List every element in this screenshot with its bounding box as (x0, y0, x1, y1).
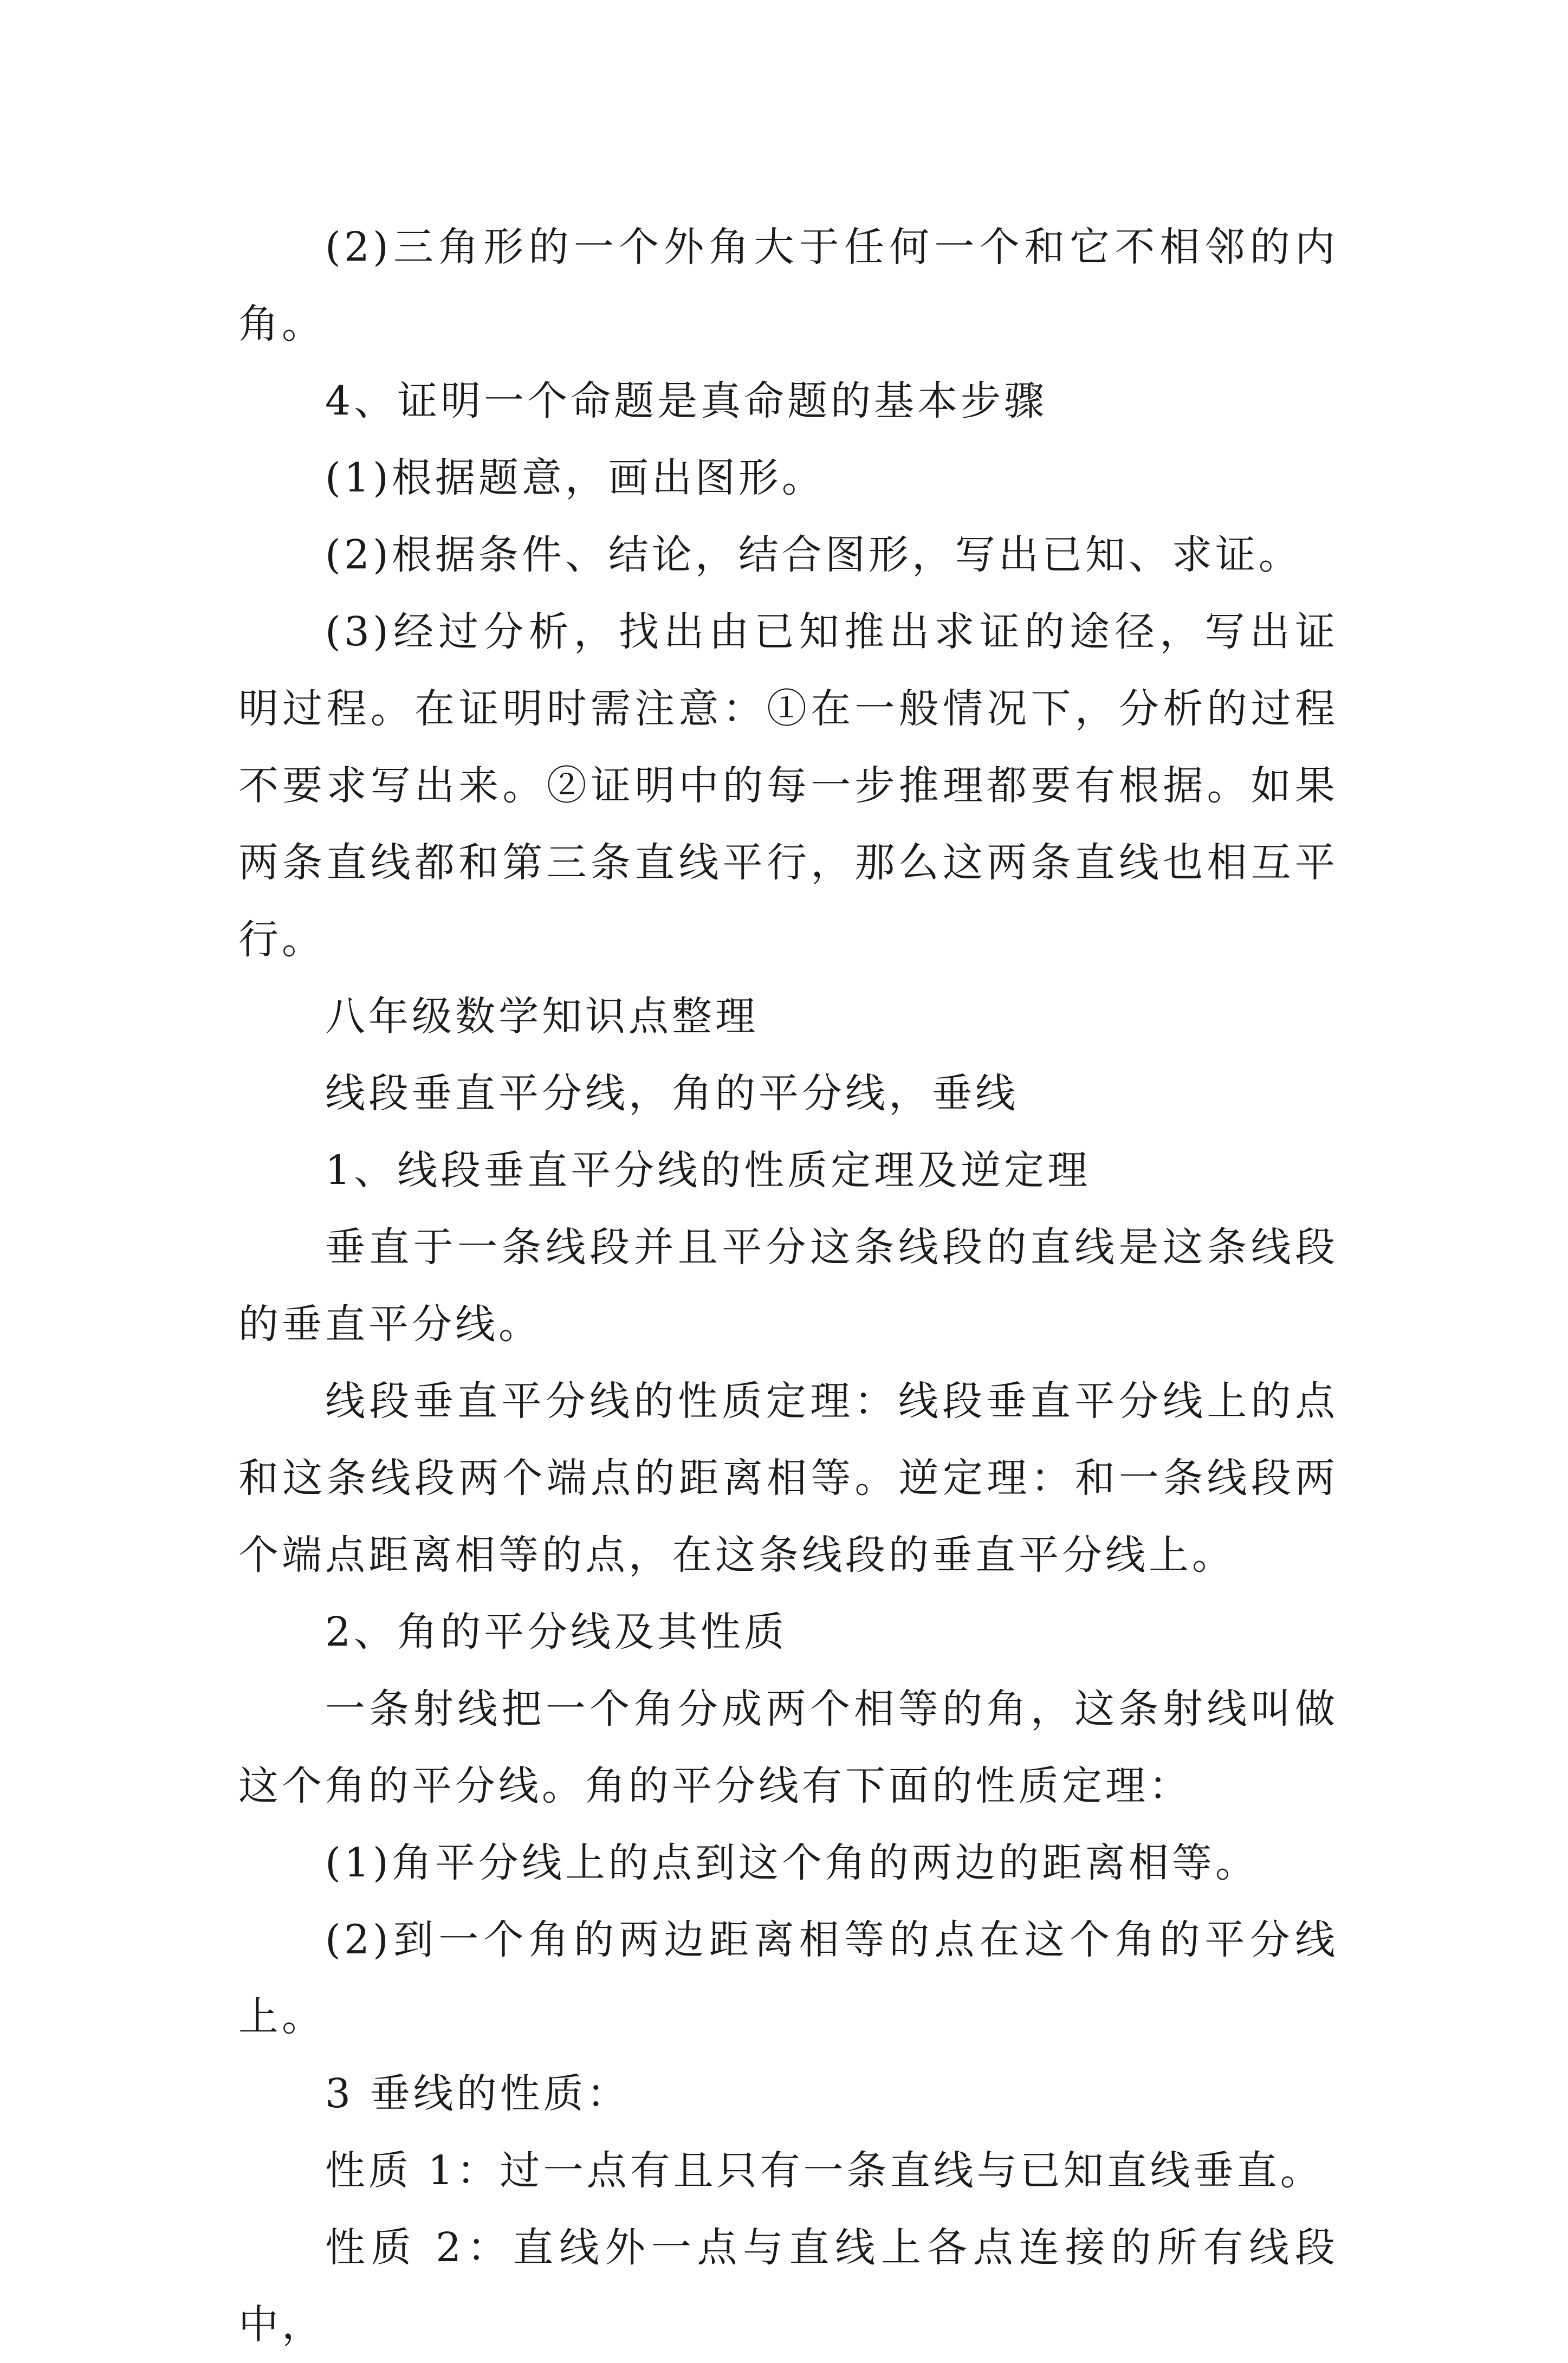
paragraph-14: (2)到一个角的两边距离相等的点在这个角的平分线上。 (238, 1917, 1338, 2040)
paragraph-4: (2)根据条件、结论，结合图形，写出已知、求证。 (325, 532, 1302, 578)
paragraph-1: (2)三角形的一个外角大于任何一个和它不相邻的内角。 (238, 224, 1338, 347)
paragraph-3: (1)根据题意，画出图形。 (325, 455, 825, 501)
paragraph-16: 性质 1：过一点有且只有一条直线与已知直线垂直。 (325, 2147, 1324, 2194)
paragraph-12: 一条射线把一个角分成两个相等的角，这条射线叫做这个角的平分线。角的平分线有下面的性质定理： (238, 1686, 1338, 1809)
paragraph-5: (3)经过分析，找出由已知推出求证的途径，写出证明过程。在证明时需注意：①在一般情况下，分析的过程不要求写出来。②证明中的每一步推理都要有根据。如果两条直线都和第三条直线平行，那么这两条直线也相互平行。 (238, 608, 1338, 963)
paragraph-2: 4、证明一个命题是真命题的基本步骤 (325, 378, 1048, 424)
paragraph-10: 线段垂直平分线的性质定理：线段垂直平分线上的点和这条线段两个端点的距离相等。逆定理：和一条线段两个端点距离相等的点，在这条线段的垂直平分线上。 (238, 1378, 1338, 1578)
paragraph-6: 八年级数学知识点整理 (325, 993, 759, 1040)
paragraph-17: 性质 2：直线外一点与直线上各点连接的所有线段中， (238, 2224, 1338, 2348)
paragraph-13: (1)角平分线上的点到这个角的两边的距离相等。 (325, 1840, 1259, 1886)
paragraph-11: 2、角的平分线及其性质 (325, 1609, 788, 1655)
paragraph-9: 垂直于一条线段并且平分这条线段的直线是这条线段的垂直平分线。 (238, 1224, 1338, 1348)
paragraph-15: 3 垂线的性质： (325, 2070, 630, 2117)
document-body (238, 209, 1338, 2363)
paragraph-8: 1、线段垂直平分线的性质定理及逆定理 (325, 1147, 1091, 1194)
paragraph-7: 线段垂直平分线，角的平分线，垂线 (325, 1070, 1019, 1117)
